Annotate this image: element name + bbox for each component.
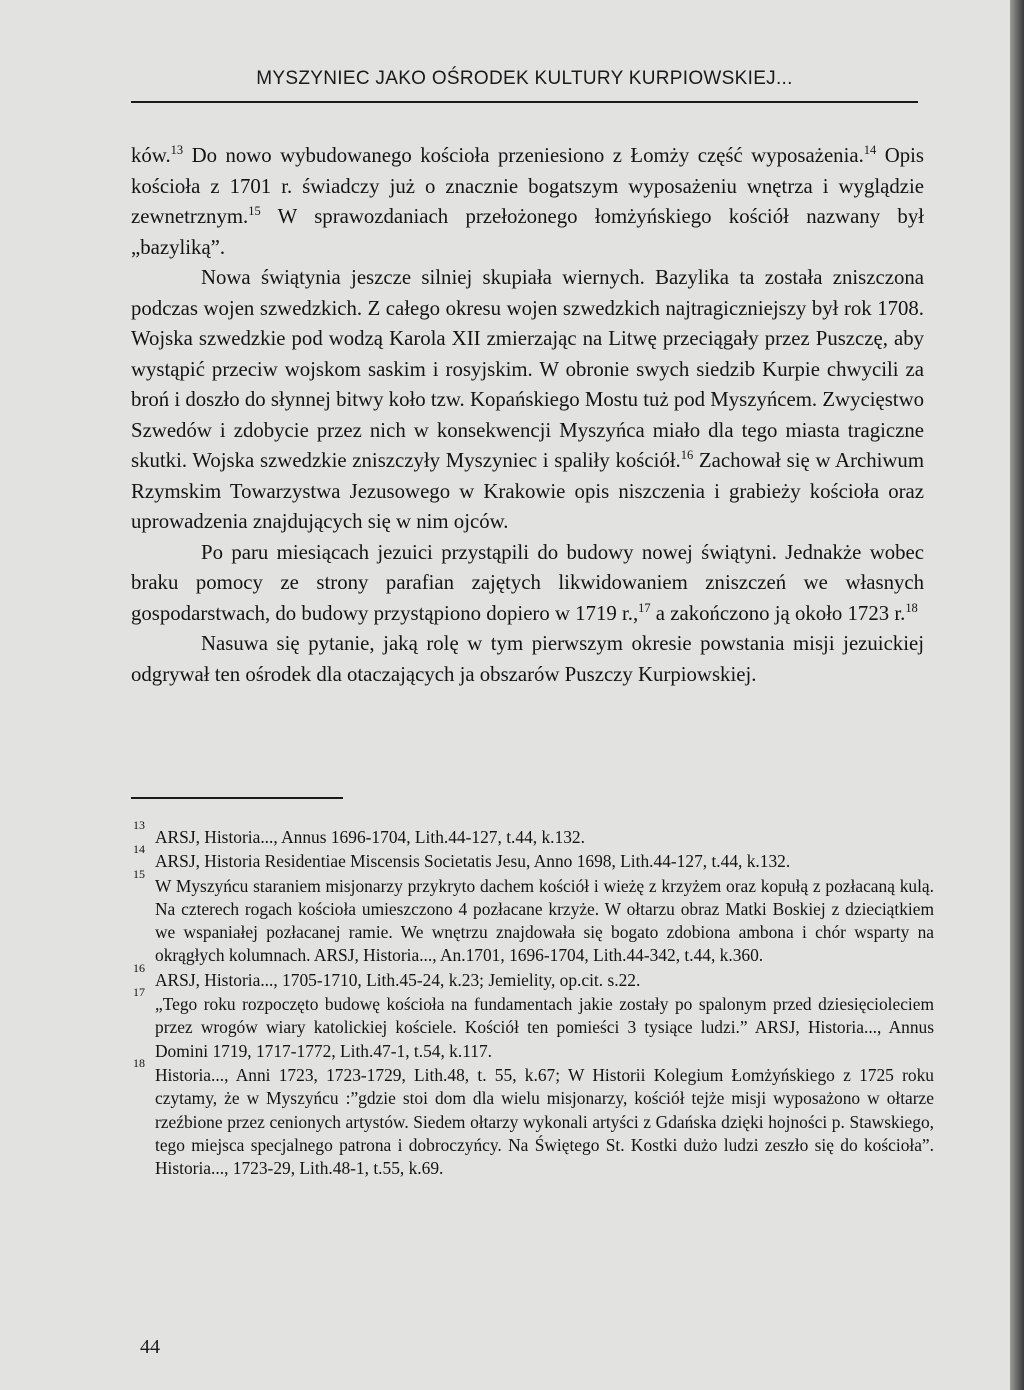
footnote-number: 14 [133,842,145,857]
footnote-text: Historia..., Anni 1723, 1723-1729, Lith.48, t. 55, k.67; W Historii Kolegium Łomżyńskiego z 1725 roku czytamy, że w Myszyńcu :”gdzie stoi dom dla wielu misjonarzy, kościół tejże misji wyposażono w ołtarze rzeźbione przez cenionych artystów. Siedem ołtarzy wykonali artyści z Gdańska dzięki hojności p. Stawskiego, tego miejsca specjalnego patrona i dobroczyńcy. Na Świętego St. Kostki dużo ludzi zeszło się do kościoła”. Historia..., 1723-29, Lith.48-1, t.55, k.69. [155,1064,934,1179]
text-run: Opis kościoła z 1701 r. świadczy już o znacznie bogatszym wyposażeniu wnętrza i wyglądzie zewnetrznym. [131,144,924,228]
footnote-text: „Tego roku rozpoczęto budowę kościoła na fundamentach jakie zostały po spalonym przed dziesięcioleciem przez wrogów wiary katolickiej kościele. Kościół ten pomieści 3 tysiące ludzi.” ARSJ, Historia..., Annus Domini 1719, 1717-1772, Lith.47-1, t.54, k.117. [155,994,934,1061]
footnote-ref[interactable]: 15 [248,204,261,219]
page-number: 44 [140,1336,160,1358]
footnote-ref[interactable]: 17 [638,600,651,615]
paragraph [131,538,924,630]
text-run: Zachował się w Archiwum Rzymskim Towarzystwa Jezusowego w Krakowie opis niszczenia i grabieży kościoła oraz uprowadzenia znajdujących się w nim ojców. [131,449,924,533]
footnote-rule [131,797,343,799]
text-run: W sprawozdaniach przełożonego łomżyńskiego kościół nazwany był „bazyliką”. [131,205,924,259]
paragraph [131,141,924,263]
footnote-number: 13 [133,818,145,832]
text-run: Nasuwa się pytanie, jaką rolę w tym pierwszym okresie powstania misji jezuickiej odgrywał ten ośrodek dla otaczających ja obszarów Puszczy Kurpiowskiej. [131,632,924,686]
header-rule [131,101,918,103]
footnote-14 [131,842,934,873]
footnote-ref[interactable]: 18 [905,600,918,615]
footnote-text: ARSJ, Historia..., Annus 1696-1704, Lith.44-127, t.44, k.132. [155,827,585,847]
footnote-number: 17 [133,985,145,1000]
footnote-18 [131,1055,934,1180]
paragraph [131,263,924,538]
footnote-text: ARSJ, Historia..., 1705-1710, Lith.45-24, k.23; Jemielity, op.cit. s.22. [155,969,641,990]
main-text [131,141,924,690]
footnotes [131,818,934,1181]
footnote-number: 16 [133,960,145,975]
footnote-ref[interactable]: 16 [680,448,694,463]
footnote-text: W Myszyńcu staraniem misjonarzy przykryto dachem kościół i wieżę z krzyżem oraz kopułą z pozłacaną kulą. Na czterech rogach kościoła umieszczono 4 pozłacane krzyże. W ołtarzu obraz Matki Boskiej z dzieciątkiem we wspaniałej pozłacanej ramie. We wnętrzu znajdowała się bogato zdobiona ambona i chór wsparty na okrągłych kolumnach. ARSJ, Historia..., An.1701, 1696-1704, Lith.44-342, t.44, k.360. [155,875,934,966]
footnote-text: ARSJ, Historia Residentiae Miscensis Societatis Jesu, Anno 1698, Lith.44-127, t.44, k.132. [155,851,791,872]
footnote-ref[interactable]: 13 [170,143,184,158]
footnote-number: 15 [133,866,145,881]
footnote-15 [131,866,934,968]
footnote-number: 18 [133,1055,145,1070]
text-run: a zakończono ją około 1723 r. [650,601,906,625]
footnote-17 [131,985,934,1063]
footnote-13 [131,818,934,849]
running-head: MYSZYNIEC JAKO OŚRODEK KULTURY KURPIOWSKIEJ... [256,68,793,89]
footnote-16 [131,960,934,992]
paragraph [131,629,924,690]
page-edge-shadow [1010,0,1024,1390]
text-run: ków. [131,144,171,167]
text-run: Do nowo wybudowanego kościoła przeniesiono z Łomży część wyposażenia. [183,144,864,167]
text-run: Nowa świątynia jeszcze silniej skupiała wiernych. Bazylika ta została zniszczona podczas wojen szwedzkich. Z całego okresu wojen szwedzkich najtragiczniejszy był rok 1708. Wojska szwedzkie pod wodzą Karola XII zmierzając na Litwę przeciągały przez Puszczę, aby wystąpić przeciw wojskom saskim i rosyjskim. W obronie swych siedzib Kurpie chwycili za broń i doszło do słynnej bitwy koło tzw. Kopańskiego Mostu tuż pod Myszyńcem. Zwycięstwo Szwedów i zdobycie przez nich w konsekwencji Myszyńca miało dla tego miasta tragiczne skutki. Wojska szwedzkie zniszczyły Myszyniec i spaliły kościół. [131,266,924,472]
footnote-ref[interactable]: 14 [863,143,877,158]
text-run: Po paru miesiącach jezuici przystąpili do budowy nowej świątyni. Jednakże wobec braku pomocy ze strony parafian zajętych likwidowaniem zniszczeń we własnych gospodarstwach, do budowy przystąpiono dopiero w 1719 r., [131,540,924,625]
